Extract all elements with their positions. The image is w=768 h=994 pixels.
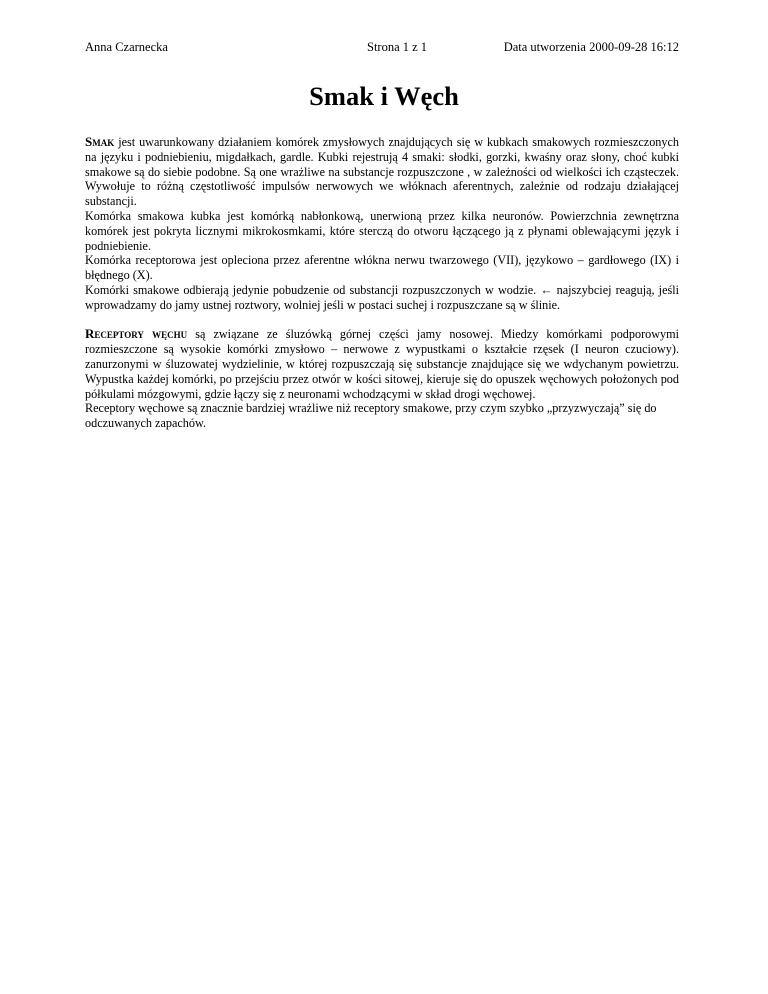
wech-paragraph-1-text: są związane ze śluzówką górnej części jamy nosowej. Miedzy komórkami podporowymi rozmieszczone są wysokie komórki zmysłowo – nerwowe z wypustkami o kształcie rzęsek (I neuron czuciowy). zanurzonymi w śluzowatej wydzielinie, w której rozpuszczają się substancje znajdujące się we wdychanym powietrzu. Wypustka każdej komórki, po przejściu przez otwór w kości sitowej, kieruje się do opuszek węchowych położonych pod półkulami mózgowymi, gdzie łączy się z neuronami wchodzącymi w skład drogi węchowej. <box>85 327 679 401</box>
smak-paragraph-3: Komórka receptorowa jest opleciona przez aferentne włókna nerwu twarzowego (VII), językowo – gardłowego (IX) i błędnego (X). <box>85 253 679 283</box>
smak-paragraph-2: Komórka smakowa kubka jest komórką nabłonkową, unerwioną przez kilka neuronów. Powierzchnia zewnętrzna komórek jest pokryta licznymi mikrokosmkami, które sterczą do otworu łączącego ją z płynami oblewającymi język i podniebienie. <box>85 208 679 253</box>
smak-paragraph-4: Komórki smakowe odbierają jedynie pobudzenie od substancji rozpuszczonych w wodzie. ← najszybciej reagują, jeśli wprowadzamy do jamy ustnej roztwory, wolniej jeśli w postaci suchej i rozpuszczane są w ślinie. <box>85 282 679 312</box>
header-page-number: Strona 1 z 1 <box>367 40 428 54</box>
section-spacer <box>85 313 679 328</box>
page-header <box>85 40 679 56</box>
header-creation-date: Data utworzenia 2000-09-28 16:12 <box>503 40 679 54</box>
smak-lead-word: Smak <box>85 134 115 149</box>
wech-paragraph-2: Receptory węchowe są znacznie bardziej wrażliwe niż receptory smakowe, przy czym szybko „przyzwyczają” się do odczuwanych zapachów. <box>85 401 657 431</box>
smak-paragraph-1 <box>85 135 679 209</box>
wech-paragraph-1 <box>85 327 679 401</box>
document-body <box>85 135 679 431</box>
header-author: Anna Czarnecka <box>85 40 168 54</box>
wech-lead-words: Receptory węchu <box>85 326 188 342</box>
smak-paragraph-1-text: jest uwarunkowany działaniem komórek zmysłowych znajdujących się w kubkach smakowych rozmieszczonych na języku i podniebieniu, migdałkach, gardle. Kubki rejestrują 4 smaki: słodki, gorzki, kwaśny oraz słony, choć kubki smakowe są do siebie podobne. Są one wrażliwe na substancje rozpuszczone , w zależności od wielkości ich cząsteczek. Wywołuje to różną częstotliwość impulsów nerwowych we włóknach aferentnych, zależnie od rodzaju działającej substancji. <box>85 135 679 209</box>
document-title: Smak i Węch <box>309 81 459 111</box>
